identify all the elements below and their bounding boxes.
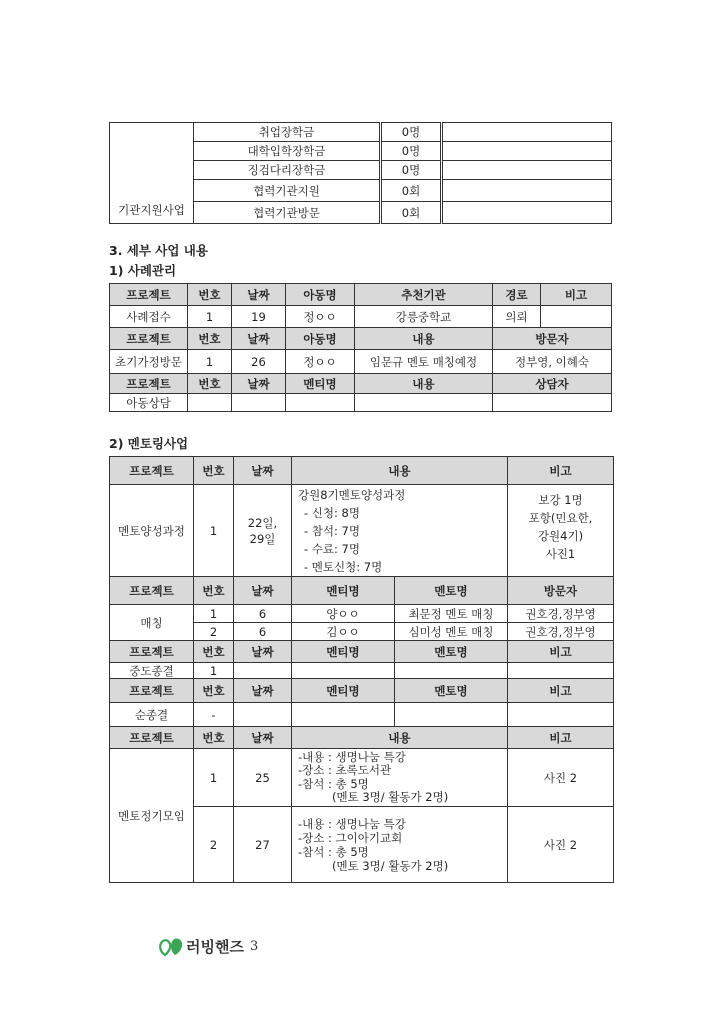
col-header: 비고 [508, 457, 614, 485]
table-cell: 권호경,정부영 [508, 605, 614, 623]
col-header: 날짜 [232, 374, 286, 394]
table-cell: 정ㅇㅇ [286, 350, 355, 374]
content-line: -장소 : 초록도서관 [298, 763, 392, 777]
subsection-title-mentoring: 2) 멘토링사업 [109, 436, 189, 451]
table-cell [355, 394, 493, 412]
group-label: 기관지원사업 [110, 123, 194, 224]
table-cell: 의뢰 [493, 306, 541, 328]
col-header: 프로젝트 [110, 374, 188, 394]
col-header: 내용 [355, 374, 493, 394]
col-header: 날짜 [234, 727, 292, 749]
col-header: 번호 [188, 328, 232, 350]
item-cell: 취업장학금 [194, 123, 381, 142]
subsection-title-case: 1) 사례관리 [109, 263, 177, 278]
content-line: 강원8기멘토양성과정 [298, 488, 406, 502]
content-line: - 신청: 8명 [304, 506, 360, 520]
table-cell [508, 703, 614, 727]
col-header: 번호 [194, 577, 234, 605]
col-header: 내용 [292, 727, 508, 749]
col-header: 아동명 [286, 284, 355, 306]
table-cell: - [194, 703, 234, 727]
table-cell: 권호경,정부영 [508, 623, 614, 641]
content-line: (멘토 3명/ 활동가 2명) [332, 858, 449, 873]
col-header: 추천기관 [355, 284, 493, 306]
support-table [109, 122, 612, 224]
col-header: 날짜 [232, 284, 286, 306]
col-header: 번호 [188, 284, 232, 306]
content-line: -내용 : 생명나눔 특강 [298, 749, 406, 764]
table-cell: 김ㅇㅇ [292, 623, 395, 641]
table-cell: 1 [188, 306, 232, 328]
note-cell: 사진 2 [508, 807, 614, 883]
col-header: 프로젝트 [110, 457, 194, 485]
col-header: 날짜 [234, 457, 292, 485]
col-header: 프로젝트 [110, 679, 194, 703]
table-cell: 1 [194, 663, 234, 679]
content-line: -내용 : 생명나눔 특강 [298, 816, 406, 831]
content-line: (멘토 3명/ 활동가 2명) [332, 790, 449, 804]
col-header: 멘토명 [395, 641, 508, 663]
col-header: 멘토명 [395, 679, 508, 703]
table-cell: 순종결 [110, 703, 194, 727]
content-line: - 수료: 7명 [304, 542, 360, 556]
table-cell: 2 [194, 623, 234, 641]
col-header: 비고 [541, 284, 612, 306]
col-header: 경로 [493, 284, 541, 306]
project-cell: 멘토양성과정 [110, 485, 194, 577]
col-header: 프로젝트 [110, 577, 194, 605]
note-line: 사진1 [545, 547, 576, 561]
count-cell: 0명 [381, 123, 442, 142]
content-cell [292, 749, 508, 807]
col-header: 번호 [194, 457, 234, 485]
num-cell: 1 [194, 749, 234, 807]
date-line: 22일, [247, 515, 278, 530]
count-cell: 0명 [381, 161, 442, 180]
table-cell [234, 663, 292, 679]
num-cell: 2 [194, 807, 234, 883]
table-cell: 초기가정방문 [110, 350, 188, 374]
table-cell: 임문규 멘토 매칭예정 [355, 350, 493, 374]
table-cell [292, 703, 395, 727]
col-header: 상담자 [493, 374, 612, 394]
count-cell: 0회 [381, 180, 442, 202]
content-line: -장소 : 그이아기교회 [298, 830, 403, 845]
count-cell: 0명 [381, 142, 442, 161]
date-cell [234, 485, 292, 577]
case-table [109, 283, 612, 412]
mentoring-table [109, 456, 614, 883]
col-header: 비고 [508, 679, 614, 703]
footer [158, 933, 258, 959]
col-header: 멘티명 [292, 641, 395, 663]
table-cell [493, 394, 612, 412]
col-header: 날짜 [232, 328, 286, 350]
col-header: 멘토명 [395, 577, 508, 605]
table-cell [234, 703, 292, 727]
col-header: 비고 [508, 641, 614, 663]
col-header: 날짜 [234, 577, 292, 605]
table-cell [541, 306, 612, 328]
col-header: 프로젝트 [110, 284, 188, 306]
item-cell: 협력기관지원 [194, 180, 381, 202]
content-line: - 참석: 7명 [304, 524, 360, 538]
table-cell: 강릉중학교 [355, 306, 493, 328]
note-line: 보강 1명 [538, 493, 583, 507]
col-header: 프로젝트 [110, 641, 194, 663]
col-header: 아동명 [286, 328, 355, 350]
project-cell: 멘토정기모임 [110, 749, 194, 883]
date-cell: 25 [234, 749, 292, 807]
col-header: 번호 [194, 679, 234, 703]
table-cell: 1 [194, 605, 234, 623]
table-cell [395, 663, 508, 679]
num-cell: 1 [194, 485, 234, 577]
table-cell [508, 663, 614, 679]
col-header: 날짜 [234, 641, 292, 663]
note-cell [508, 485, 614, 577]
content-line: - 멘토신청: 7명 [304, 560, 383, 574]
table-cell: 아동상담 [110, 394, 188, 412]
table-cell [286, 394, 355, 412]
table-cell: 6 [234, 623, 292, 641]
col-header: 번호 [194, 641, 234, 663]
table-cell: 최문정 멘토 매칭 [395, 605, 508, 623]
table-cell: 26 [232, 350, 286, 374]
date-cell: 27 [234, 807, 292, 883]
item-cell: 협력기관방문 [194, 202, 381, 224]
table-cell: 6 [234, 605, 292, 623]
table-cell: 정ㅇㅇ [286, 306, 355, 328]
logo-icon [158, 935, 184, 957]
note-line: 강원4기) [537, 529, 584, 543]
col-header: 멘티명 [286, 374, 355, 394]
col-header: 멘티명 [292, 577, 395, 605]
table-cell [232, 394, 286, 412]
brand-name: 러빙핸즈 [186, 937, 244, 956]
col-header: 멘티명 [292, 679, 395, 703]
count-cell: 0회 [381, 202, 442, 224]
date-line: 29일 [249, 531, 276, 546]
col-header: 내용 [292, 457, 508, 485]
item-cell: 대학입학장학금 [194, 142, 381, 161]
col-header: 내용 [355, 328, 493, 350]
page-number: 3 [249, 938, 259, 954]
col-header: 방문자 [508, 577, 614, 605]
col-header: 번호 [188, 374, 232, 394]
table-cell: 1 [188, 350, 232, 374]
content-line: -참석 : 총 5명 [298, 776, 369, 791]
col-header: 날짜 [234, 679, 292, 703]
item-cell: 징검다리장학금 [194, 161, 381, 180]
content-cell [292, 485, 508, 577]
content-line: -참석 : 총 5명 [298, 844, 369, 859]
note-line: 포항(민요한, [528, 511, 593, 525]
table-cell: 중도종결 [110, 663, 194, 679]
note-cell: 사진 2 [508, 749, 614, 807]
col-header: 프로젝트 [110, 727, 194, 749]
table-cell: 19 [232, 306, 286, 328]
content-cell [292, 807, 508, 883]
col-header: 방문자 [493, 328, 612, 350]
table-cell: 심미성 멘토 매칭 [395, 623, 508, 641]
table-cell: 양ㅇㅇ [292, 605, 395, 623]
table-cell: 사례접수 [110, 306, 188, 328]
project-cell: 매칭 [110, 605, 194, 641]
col-header: 비고 [508, 727, 614, 749]
section-title: 3. 세부 사업 내용 [109, 243, 208, 258]
col-header: 번호 [194, 727, 234, 749]
table-cell [292, 663, 395, 679]
table-cell [395, 703, 508, 727]
col-header: 프로젝트 [110, 328, 188, 350]
table-cell [188, 394, 232, 412]
table-cell: 정부영, 이혜숙 [493, 350, 612, 374]
